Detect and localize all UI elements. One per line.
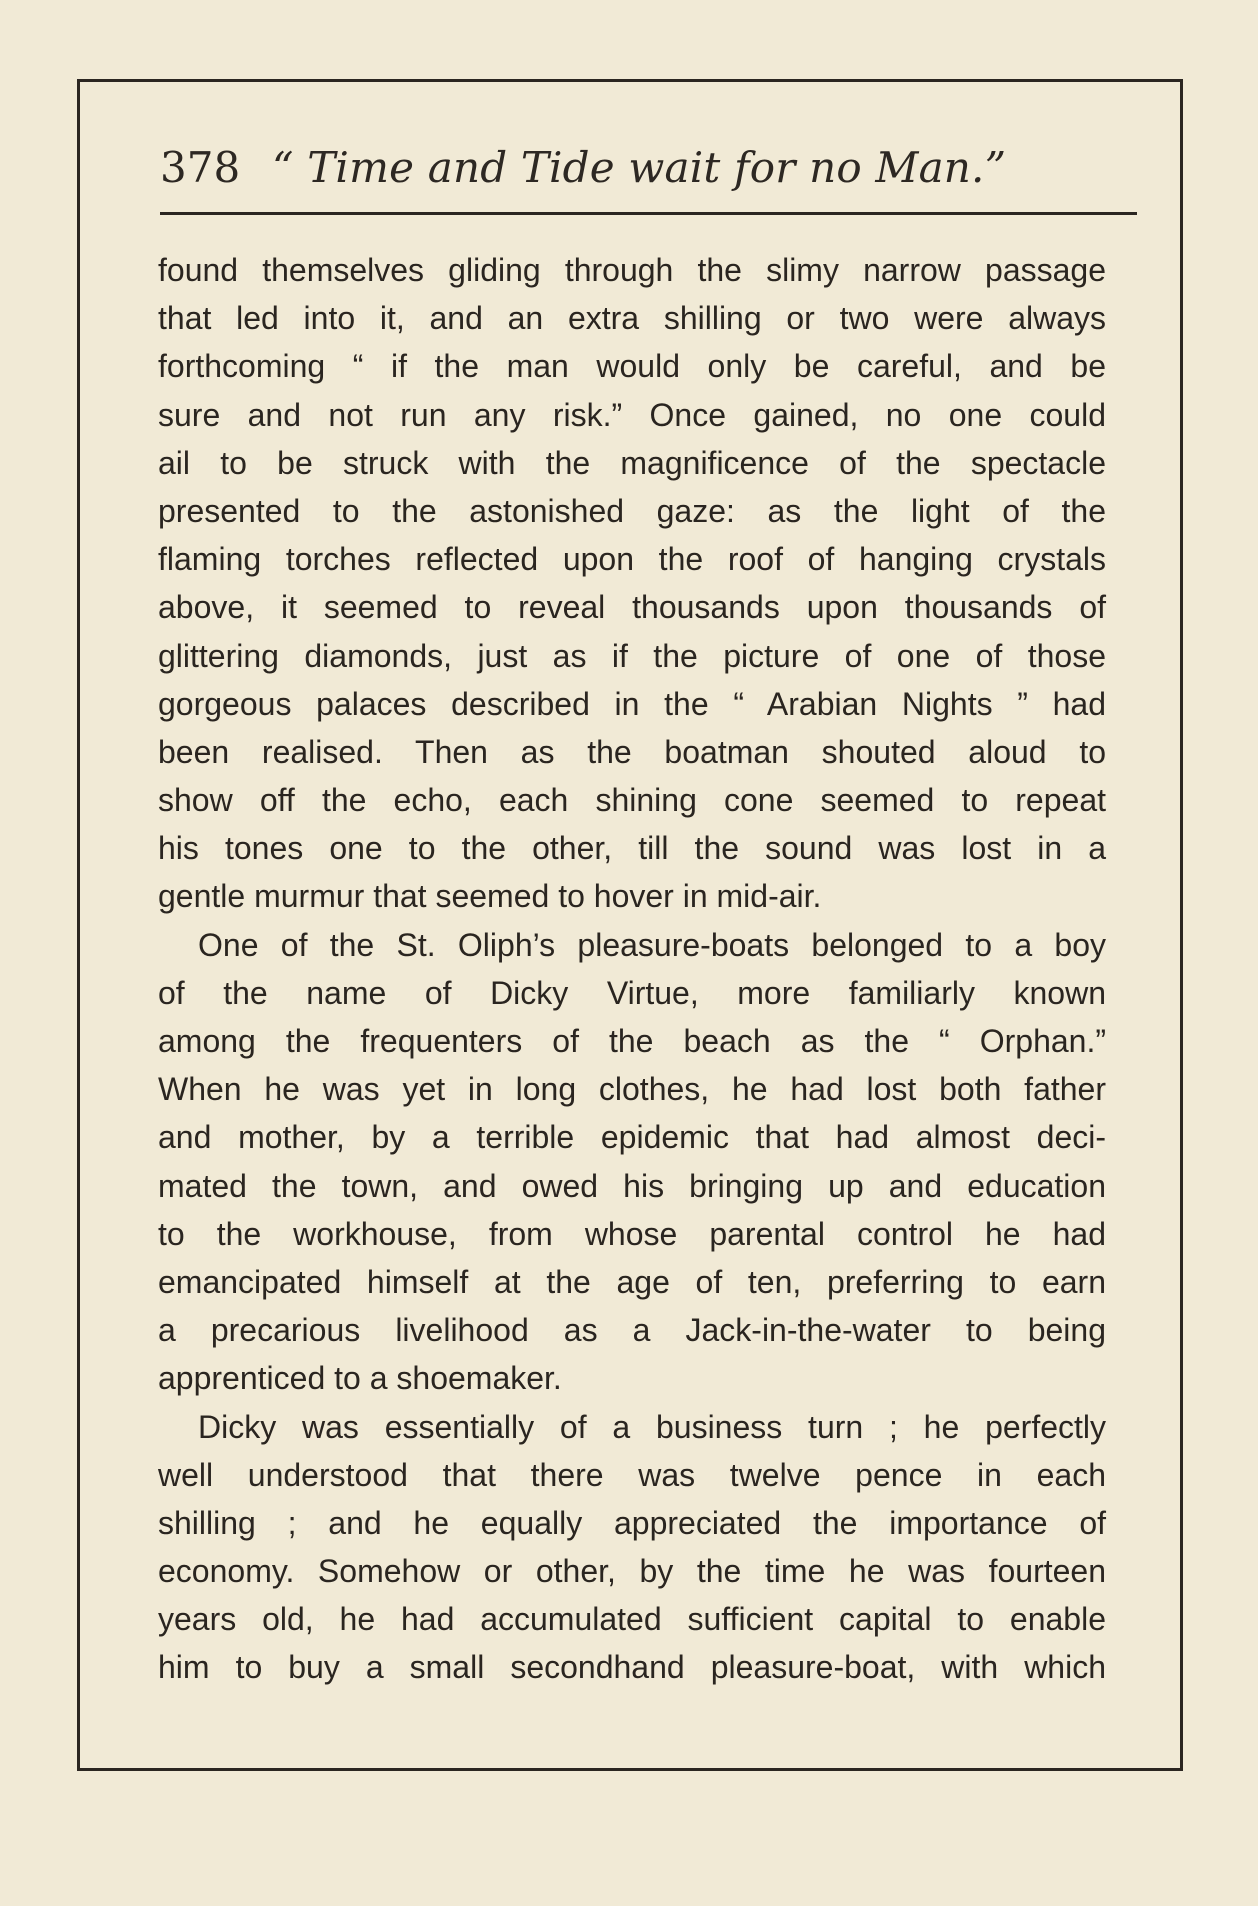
- text-line: One of the St. Oliph’s pleasure-boats belonged to a boy: [198, 926, 1106, 963]
- text-line: among the frequenters of the beach as the “ Orphan.”: [158, 1023, 1106, 1059]
- text-line: that led into it, and an extra shilling or two were always: [158, 300, 1106, 337]
- body-text: [158, 246, 1106, 1692]
- text-line: to the workhouse, from whose parental control he had: [158, 1215, 1106, 1252]
- text-line: above, it seemed to reveal thousands upon thousands of: [158, 589, 1106, 626]
- text-line: shilling ; and he equally appreciated the importance of: [158, 1504, 1106, 1541]
- running-header: [160, 140, 1100, 212]
- text-line: mated the town, and owed his bringing up and education: [158, 1167, 1106, 1204]
- text-line: emancipated himself at the age of ten, preferring to earn: [158, 1263, 1106, 1300]
- text-line: flaming torches reflected upon the roof of hanging crystals: [158, 541, 1106, 578]
- text-line: found themselves gliding through the slimy narrow passage: [158, 252, 1106, 288]
- text-line: sure and not run any risk.” Once gained, no one could: [158, 396, 1106, 433]
- text-line: presented to the astonished gaze: as the light of the: [158, 492, 1106, 529]
- text-line: forthcoming “ if the man would only be careful, and be: [158, 348, 1106, 385]
- text-line: gorgeous palaces described in the “ Arabian Nights ” had: [158, 685, 1106, 722]
- text-line: economy. Somehow or other, by the time he was fourteen: [158, 1553, 1106, 1590]
- text-line: of the name of Dicky Virtue, more familiarly known: [158, 974, 1106, 1011]
- text-line: gentle murmur that seemed to hover in mid-air.: [158, 878, 822, 915]
- text-line: Dicky was essentially of a business turn ; he perfectly: [198, 1408, 1106, 1445]
- text-line: him to buy a small secondhand pleasure-boat, with which: [158, 1649, 1106, 1686]
- text-line: a precarious livelihood as a Jack-in-the-water to being: [158, 1312, 1106, 1349]
- text-line: been realised. Then as the boatman shouted aloud to: [158, 733, 1106, 770]
- text-line: show off the echo, each shining cone seemed to repeat: [158, 782, 1106, 819]
- text-line: years old, he had accumulated sufficient capital to enable: [158, 1601, 1106, 1638]
- text-line: When he was yet in long clothes, he had lost both father: [158, 1071, 1106, 1108]
- running-title: “ Time and Tide wait for no Man.”: [272, 143, 1007, 192]
- page-number: 378: [160, 143, 241, 192]
- text-line: ail to be struck with the magnificence of the spectacle: [158, 444, 1106, 481]
- text-line: glittering diamonds, just as if the picture of one of those: [158, 637, 1106, 674]
- text-line: well understood that there was twelve pence in each: [158, 1456, 1106, 1493]
- header-rule: [160, 212, 1137, 215]
- text-line: and mother, by a terrible epidemic that had almost deci-: [158, 1119, 1106, 1156]
- text-line: his tones one to the other, till the sound was lost in a: [158, 830, 1106, 867]
- text-line: apprenticed to a shoemaker.: [158, 1360, 562, 1397]
